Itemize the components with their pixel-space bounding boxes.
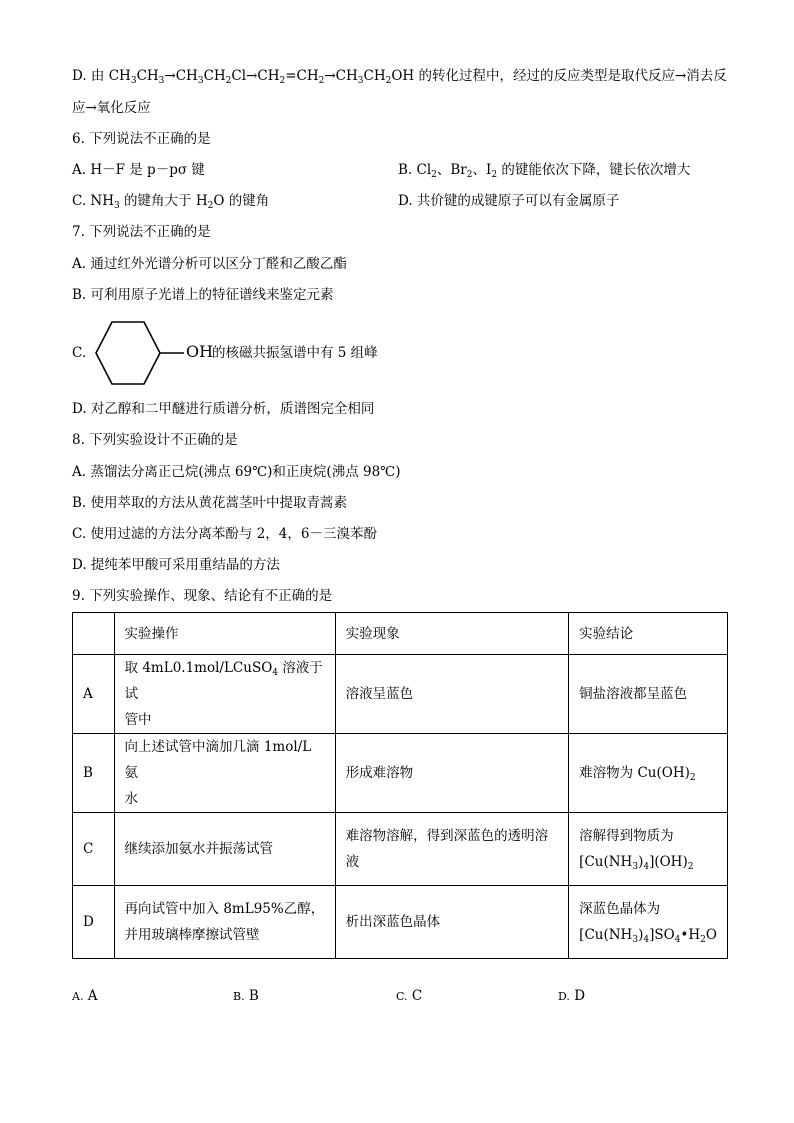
cyclohexane-ring <box>96 322 160 384</box>
q7-option-c-text: 的核磁共振氢谱中有 5 组峰 <box>212 345 378 361</box>
header-phenomenon: 实验现象 <box>335 613 569 655</box>
q6-option-a: A. H－F 是 p－pσ 键 <box>72 162 205 178</box>
row-c-phenomenon: 难溶物溶解，得到深蓝色的透明溶液 <box>335 813 569 886</box>
q9-choice-d: D. D <box>558 988 586 1004</box>
cyclohexanol-structure <box>92 320 192 386</box>
row-d-label: D <box>73 886 115 959</box>
q9-choice-c: C. C <box>396 988 423 1004</box>
header-operation: 实验操作 <box>114 613 335 655</box>
row-d-operation: 再向试管中加入 8mL95%乙醇， 并用玻璃棒摩擦试管壁 <box>114 886 335 959</box>
q7-option-d: D. 对乙醇和二甲醚进行质谱分析，质谱图完全相同 <box>72 401 375 417</box>
row-c-conclusion: 溶解得到物质为 $[Cu(NH_3)_4](OH)_2$ <box>569 813 728 886</box>
table-row-d <box>73 886 728 959</box>
q5-option-d-line2: 应→氧化反应 <box>72 100 151 116</box>
table-row-b <box>73 734 728 813</box>
row-a-operation: 取 4mL0.1mol/LCuSO$_4$ 溶液于试 管中 <box>114 655 335 734</box>
row-d-conclusion: 深蓝色晶体为 $[Cu(NH_3)_4]SO_4•H_2O$ <box>569 886 728 959</box>
q7-option-a: A. 通过红外光谱分析可以区分丁醛和乙酸乙酯 <box>72 256 347 272</box>
row-b-phenomenon: 形成难溶物 <box>335 734 569 813</box>
q6-stem: 6. 下列说法不正确的是 <box>72 131 211 147</box>
row-b-operation: 向上述试管中滴加几滴 1mol/L 氨 水 <box>114 734 335 813</box>
q5-option-d-line1: D. 由 $CH_3CH_3\to CH_3CH_2Cl\to CH_2=CH_2\to CH_3CH_2OH$ 的转化过程中，经过的反应类型是取代反应→消去反 <box>72 68 727 86</box>
row-a-phenomenon: 溶液呈蓝色 <box>335 655 569 734</box>
table-row-c <box>73 813 728 886</box>
q8-option-b: B. 使用萃取的方法从黄花蒿茎叶中提取青蒿素 <box>72 495 348 511</box>
q8-option-a: A. 蒸馏法分离正己烷(沸点 69℃)和正庚烷(沸点 98℃) <box>72 464 401 480</box>
q9-choice-a: A. A <box>72 988 98 1004</box>
header-blank-cell <box>73 613 115 655</box>
q9-stem: 9. 下列实验操作、现象、结论有不正确的是 <box>72 588 333 604</box>
q9-experiment-table <box>72 612 728 959</box>
row-a-label: A <box>73 655 115 734</box>
q9-choice-b: B. B <box>233 988 259 1004</box>
q6-option-b: B. $Cl_2$、$Br_2$、$I_2$ 的键能依次下降，键长依次增大 <box>398 162 691 180</box>
q6-option-d: D. 共价键的成键原子可以有金属原子 <box>398 193 620 209</box>
table-row-a <box>73 655 728 734</box>
q7-stem: 7. 下列说法不正确的是 <box>72 224 211 240</box>
q8-option-c: C. 使用过滤的方法分离苯酚与 2，4，6－三溴苯酚 <box>72 526 377 542</box>
q7-option-b: B. 可利用原子光谱上的特征谱线来鉴定元素 <box>72 287 334 303</box>
q7-option-c-oh: OH <box>186 342 214 361</box>
q7-option-c-label: C. <box>72 345 87 361</box>
table-header-row <box>73 613 728 655</box>
row-b-conclusion: 难溶物为 $Cu(OH)_2$ <box>569 734 728 813</box>
q8-stem: 8. 下列实验设计不正确的是 <box>72 432 238 448</box>
row-a-conclusion: 铜盐溶液都呈蓝色 <box>569 655 728 734</box>
q6-option-c: C. $NH_3$ 的键角大于 $H_2O$ 的键角 <box>72 193 270 211</box>
row-c-operation: 继续添加氨水并振荡试管 <box>114 813 335 886</box>
q8-option-d: D. 提纯苯甲酸可采用重结晶的方法 <box>72 557 280 573</box>
row-d-phenomenon: 析出深蓝色晶体 <box>335 886 569 959</box>
row-b-label: B <box>73 734 115 813</box>
row-c-label: C <box>73 813 115 886</box>
header-conclusion: 实验结论 <box>569 613 728 655</box>
